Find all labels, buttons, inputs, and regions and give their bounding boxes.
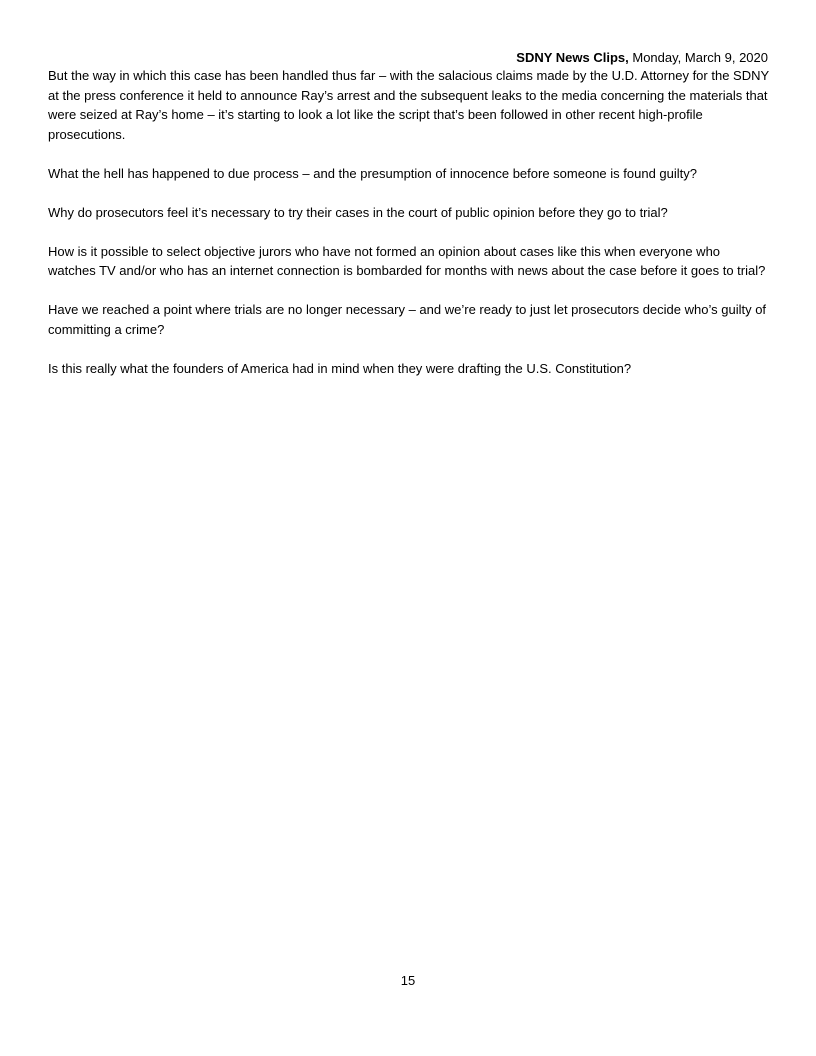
publication-date: Monday, March 9, 2020 xyxy=(632,50,768,65)
paragraph: How is it possible to select objective jurors who have not formed an opinion about cases like this when everyone who watches TV and/or who has an internet connection is bombarded for months with news about the case before it goes to trial? xyxy=(48,243,766,278)
paragraph: Why do prosecutors feel it’s necessary to try their cases in the court of public opinion before they go to trial? xyxy=(48,204,668,220)
paragraph: Have we reached a point where trials are no longer necessary – and we’re ready to just let prosecutors decide who’s guilty of committing a crime? xyxy=(48,302,767,337)
paragraph: But the way in which this case has been handled thus far – with the salacious claims made by the U.D. Attorney for the SDNY at the press conference it held to announce Ray’s arrest and the subsequent leaks to the media concerning the materials that were seized at Ray’s home – it’s starting to look a lot like the script that’s been followed in other recent high-profile prosecutions. xyxy=(48,68,769,142)
page-number: 15 xyxy=(400,973,416,988)
paragraph: What the hell has happened to due process – and the presumption of innocence before someone is found guilty? xyxy=(48,165,697,181)
publication-name: SDNY News Clips, xyxy=(516,50,629,65)
paragraph: Is this really what the founders of America had in mind when they were drafting the U.S. Constitution? xyxy=(48,360,632,376)
article-body xyxy=(48,66,770,398)
page-header xyxy=(516,50,768,66)
